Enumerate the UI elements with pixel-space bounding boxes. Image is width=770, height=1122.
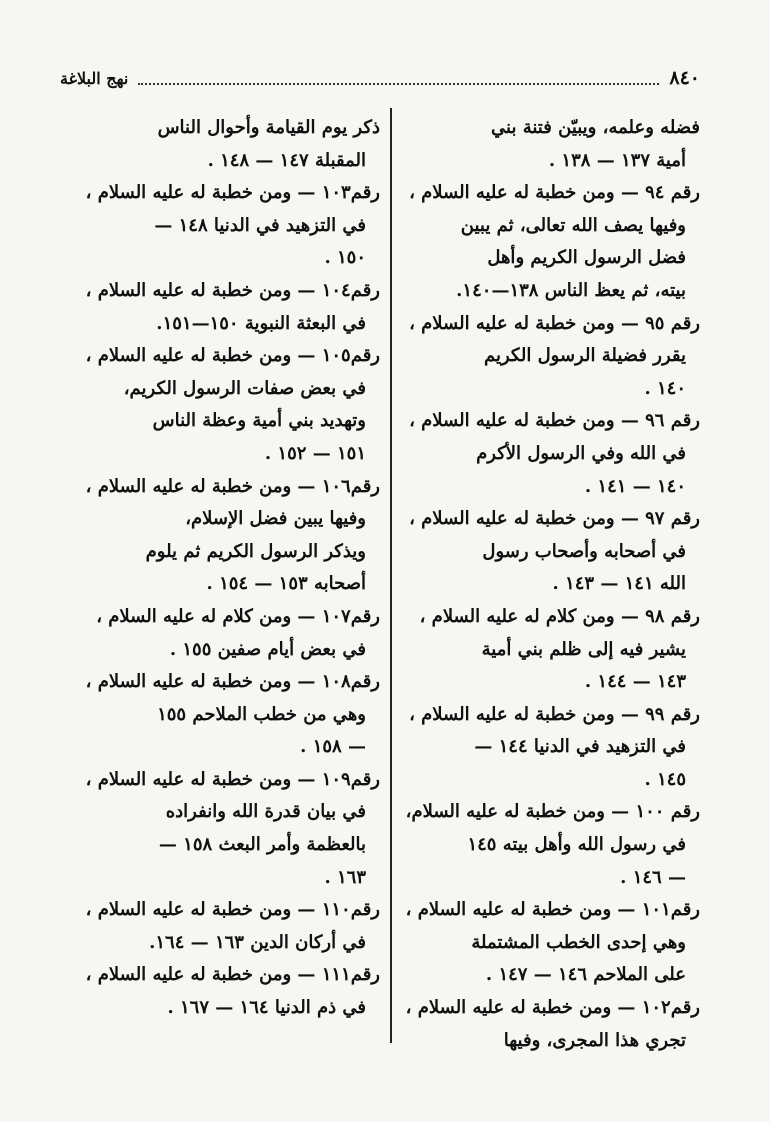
entry-line: ١٥٠ . — [324, 247, 366, 269]
index-entry — [62, 340, 380, 470]
index-entry — [62, 894, 380, 959]
header-dotted-rule — [138, 71, 659, 85]
entry-line: في ذم الدنيا ١٦٤ — ١٦٧ . — [167, 997, 366, 1019]
entry-line: وهي من خطب الملاحم ١٥٥ — [157, 703, 366, 725]
entry-line: يشير فيه إلى ظلم بني أمية — [481, 638, 686, 660]
entry-line: في رسول الله وأهل بيته ١٤٥ — [467, 834, 686, 856]
entry-line: أمية ١٣٧ — ١٣٨ . — [548, 149, 686, 171]
entry-line: رقم١٠١ — ومن خطبة له عليه السلام ، — [405, 899, 700, 921]
entry-line: في التزهيد في الدنيا ١٤٤ — — [474, 736, 686, 758]
entry-line: فضله وعلمه، ويبيّن فتنة بني — [491, 117, 700, 138]
index-entry — [62, 959, 380, 1024]
entry-line: رقم١١٠ — ومن خطبة له عليه السلام ، — [85, 899, 380, 921]
left-column — [62, 112, 380, 1025]
entry-line: رقم١٠٣ — ومن خطبة له عليه السلام ، — [85, 182, 380, 204]
page-header — [60, 64, 700, 92]
entry-line: في البعثة النبوية ١٥٠—١٥١. — [156, 312, 366, 334]
entry-line: في بعض صفات الرسول الكريم، — [123, 377, 366, 399]
entry-line: ١٤٥ . — [644, 768, 686, 790]
entry-line: وفيها يبين فضل الإسلام، — [185, 508, 366, 530]
entry-line: في أركان الدين ١٦٣ — ١٦٤. — [149, 931, 366, 953]
entry-line: ١٤٠ . — [644, 377, 686, 399]
entry-line: المقبلة ١٤٧ — ١٤٨ . — [207, 149, 366, 171]
entry-line: في أصحابه وأصحاب رسول — [482, 540, 686, 562]
entry-line: ١٤٠ — ١٤١ . — [584, 475, 686, 497]
index-entry — [400, 503, 700, 601]
index-entry — [400, 308, 700, 406]
entry-line: رقم١٠٩ — ومن خطبة له عليه السلام ، — [85, 768, 380, 790]
index-entry — [400, 112, 700, 177]
entry-line: بيته، ثم يعظ الناس ١٣٨—١٤٠. — [456, 279, 686, 301]
entry-line: الله ١٤١ — ١٤٣ . — [552, 573, 686, 595]
index-entry — [400, 796, 700, 894]
index-entry — [400, 992, 700, 1057]
entry-line: وتهديد بني أمية وعظة الناس — [152, 410, 366, 432]
entry-line: رقم١٠٥ — ومن خطبة له عليه السلام ، — [85, 345, 380, 367]
index-entry — [62, 601, 380, 666]
index-entry — [62, 666, 380, 764]
entry-line: ١٥١ — ١٥٢ . — [264, 442, 366, 464]
entry-line: ١٦٣ . — [324, 866, 366, 888]
book-title: نهج البلاغة — [60, 68, 129, 88]
entry-line: رقم١٠٤ — ومن خطبة له عليه السلام ، — [85, 279, 380, 301]
entry-line: رقم ٩٤ — ومن خطبة له عليه السلام ، — [409, 182, 700, 204]
index-entry — [62, 764, 380, 894]
index-entry — [400, 699, 700, 797]
index-entry — [62, 275, 380, 340]
entry-line: رقم١٠٨ — ومن خطبة له عليه السلام ، — [85, 671, 380, 693]
index-entry — [400, 177, 700, 307]
entry-line: رقم١١١ — ومن خطبة له عليه السلام ، — [85, 964, 380, 986]
entry-line: وفيها يصف الله تعالى، ثم يبين — [460, 214, 686, 236]
index-entry — [400, 894, 700, 992]
entry-line: في بعض أيام صفين ١٥٥ . — [169, 638, 366, 660]
entry-line: يقرر فضيلة الرسول الكريم — [483, 345, 686, 367]
right-column — [400, 112, 700, 1057]
entry-line: ذكر يوم القيامة وأحوال الناس — [157, 117, 380, 138]
entry-line: رقم ٩٧ — ومن خطبة له عليه السلام ، — [409, 508, 700, 530]
entry-line: وهي إحدى الخطب المشتملة — [471, 931, 686, 953]
entry-line: رقم١٠٢ — ومن خطبة له عليه السلام ، — [405, 997, 700, 1019]
index-entry — [400, 405, 700, 503]
entry-line: على الملاحم ١٤٦ — ١٤٧ . — [485, 964, 686, 986]
entry-line: رقم ٩٨ — ومن كلام له عليه السلام ، — [419, 605, 700, 627]
page-number: ٨٤٠ — [669, 67, 700, 89]
column-divider — [390, 108, 392, 1043]
entry-line: ويذكر الرسول الكريم ثم يلوم — [145, 540, 366, 562]
entry-line: تجري هذا المجرى، وفيها — [503, 1029, 686, 1051]
entry-line: رقم ٩٥ — ومن خطبة له عليه السلام ، — [409, 312, 700, 334]
entry-line: — ١٥٨ . — [300, 736, 366, 758]
entry-line: في التزهيد في الدنيا ١٤٨ — — [154, 214, 366, 236]
entry-line: ١٤٣ — ١٤٤ . — [584, 671, 686, 693]
index-entry — [62, 471, 380, 601]
index-entry — [62, 177, 380, 275]
index-entry — [400, 601, 700, 699]
index-entry — [62, 112, 380, 177]
entry-line: — ١٤٦ . — [620, 866, 686, 888]
entry-line: فضل الرسول الكريم وأهل — [487, 247, 686, 269]
entry-line: رقم١٠٧ — ومن كلام له عليه السلام ، — [96, 605, 380, 627]
entry-line: بالعظمة وأمر البعث ١٥٨ — — [158, 834, 366, 856]
entry-line: رقم١٠٦ — ومن خطبة له عليه السلام ، — [85, 475, 380, 497]
entry-line: في بيان قدرة الله وانفراده — [165, 801, 366, 823]
entry-line: رقم ٩٩ — ومن خطبة له عليه السلام ، — [409, 703, 700, 725]
entry-line: أصحابه ١٥٣ — ١٥٤ . — [206, 573, 366, 595]
entry-line: رقم ١٠٠ — ومن خطبة له عليه السلام، — [405, 801, 700, 823]
entry-line: رقم ٩٦ — ومن خطبة له عليه السلام ، — [409, 410, 700, 432]
entry-line: في الله وفي الرسول الأكرم — [476, 442, 686, 464]
